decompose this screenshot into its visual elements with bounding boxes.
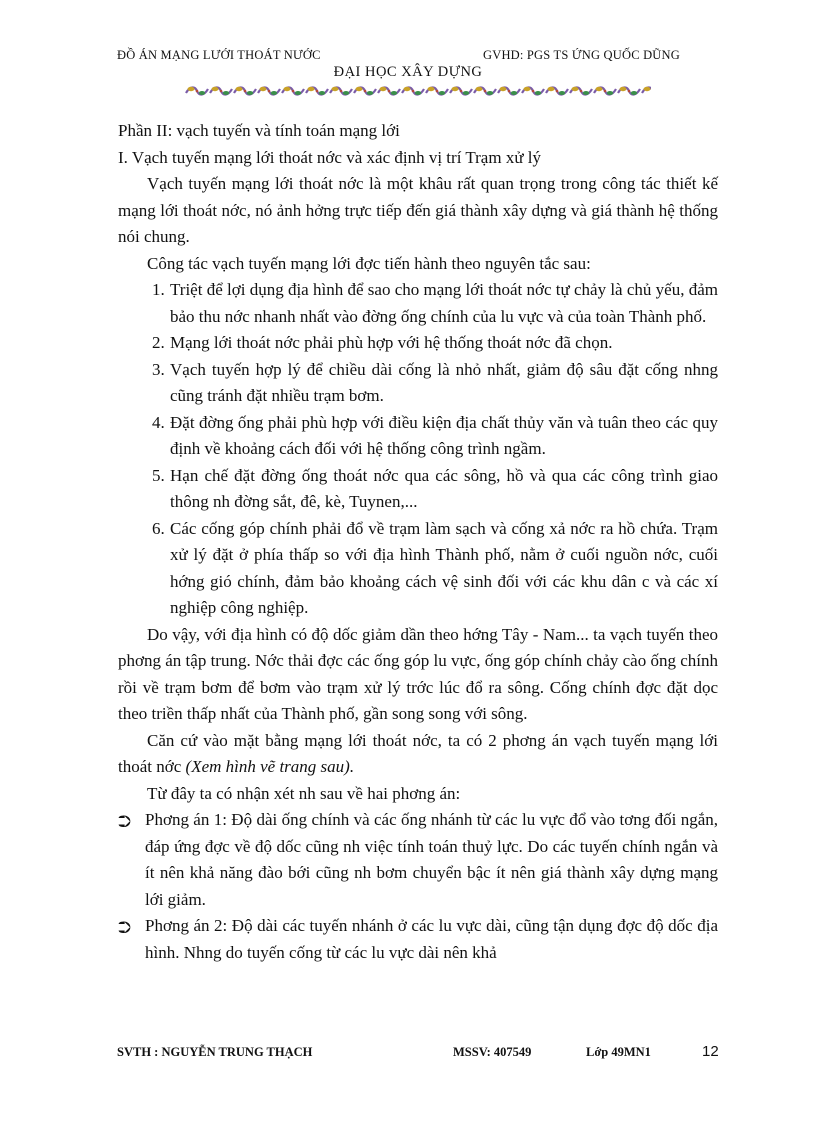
decorative-border-ornament xyxy=(185,84,651,98)
list-item-text: Mạng lới thoát nớc phải phù hợp với hệ thống thoát nớc đã chọn. xyxy=(170,333,613,352)
page-number: 12 xyxy=(702,1043,719,1060)
paragraph-routing: Do vậy, với địa hình có độ dốc giảm dần theo hớng Tây - Nam... ta vạch tuyến theo phơng án tập trung. Nớc thải đợc các ống góp lu vực, ống góp chính chảy cào ống chính rồi về trạm bơm để bơm vào trạm xử lý trớc lúc đổ ra sông. Cống chính đợc đặt dọc theo triền thấp nhất của Thành phố, gần song song với sông. xyxy=(118,624,718,723)
list-item xyxy=(118,807,718,913)
footer-class: Lớp 49MN1 xyxy=(586,1045,651,1059)
arrow-bullet-icon: ⮊ xyxy=(118,812,131,832)
paragraph-intro: Vạch tuyến mạng lới thoát nớc là một khâu rất quan trọng trong công tác thiết kế mạng lới thoát nớc, nó ảnh hởng trực tiếp đến giá thành xây dựng và giá thành hệ thống nói chung. xyxy=(118,174,718,246)
principles-list xyxy=(118,277,718,622)
list-item-text: Phơng án 2: Độ dài các tuyến nhánh ở các lu vực dài, cũng tận dụng đợc độ dốc địa hình. Nhng do tuyến cống từ các lu vực dài nên khả xyxy=(145,916,718,962)
list-item-text: Phơng án 1: Độ dài ống chính và các ống nhánh từ các lu vực đổ vào tơng đối ngắn, đáp ứng đợc về độ dốc cũng nh việc tính toán thuỷ lực. Do các tuyến chính ngắn và ít nên khả năng đào bới cũng nh bơm chuyển bậc ít nên giá thành xây dựng mạng lới giảm. xyxy=(145,810,718,909)
list-item xyxy=(118,913,718,966)
list-item-number: 6. xyxy=(152,518,165,538)
figure-reference: (Xem hình vẽ trang sau). xyxy=(185,757,355,776)
list-item-text: Các cống góp chính phải đổ về trạm làm sạch và cống xả nớc ra hồ chứa. Trạm xử lý đặt ở phía thấp so với địa hình Thành phố, nằm ở cuối nguồn nớc, cuối hớng gió chính, đảm bảo khoảng cách vệ sinh đối với các khu dân c và các xí nghiệp công nghiệp. xyxy=(170,518,718,617)
header-project-title: ĐỒ ÁN MẠNG LƯỚI THOÁT NƯỚC xyxy=(117,48,321,62)
list-item-number: 5. xyxy=(152,465,165,485)
header-advisor: GVHD: PGS TS ỨNG QUỐC DŨNG xyxy=(483,48,680,62)
list-item xyxy=(118,410,718,463)
part-title: Phần II: vạch tuyến và tính toán mạng lới xyxy=(118,121,400,140)
list-item-number: 4. xyxy=(152,412,165,432)
list-item xyxy=(118,357,718,410)
list-item xyxy=(118,463,718,516)
list-item-text: Đặt đờng ống phải phù hợp với điều kiện địa chất thủy văn và tuân theo các quy định về khoảng cách đối với hệ thống công trình ngầm. xyxy=(170,412,718,458)
list-item xyxy=(118,277,718,330)
list-item-text: Vạch tuyến hợp lý để chiều dài cống là nhỏ nhất, giảm độ sâu đặt cống nhng cũng tránh đặt nhiều trạm bơm. xyxy=(170,359,718,405)
footer-student-name: SVTH : NGUYỄN TRUNG THẠCH xyxy=(117,1045,313,1059)
page-body xyxy=(118,118,718,966)
section-title: I. Vạch tuyến mạng lới thoát nớc và xác định vị trí Trạm xử lý xyxy=(118,147,542,167)
paragraph-comparison-lead: Từ đây ta có nhận xét nh sau về hai phơng án: xyxy=(147,783,461,803)
footer-student-id: MSSV: 407549 xyxy=(453,1045,532,1059)
arrow-bullet-icon: ⮊ xyxy=(118,918,131,938)
comparison-list xyxy=(118,807,718,966)
paragraph-principles-lead: Công tác vạch tuyến mạng lới đợc tiến hành theo nguyên tắc sau: xyxy=(147,253,591,273)
list-item xyxy=(118,330,718,357)
list-item xyxy=(118,516,718,622)
list-item-number: 1. xyxy=(152,280,165,299)
paragraph-options xyxy=(118,728,718,781)
list-item-text: Triệt để lợi dụng địa hình để sao cho mạng lới thoát nớc tự chảy là chủ yếu, đảm bảo thu nớc nhanh nhất vào đờng ống chính của lu vực và của toàn Thành phố. xyxy=(170,280,718,326)
list-item-number: 3. xyxy=(152,359,165,379)
paragraph-options-text: Căn cứ vào mặt bằng mạng lới thoát nớc, ta có 2 phơng án vạch tuyến mạng lới thoát nớc xyxy=(118,730,718,776)
header-university: ĐẠI HỌC XÂY DỰNG xyxy=(333,64,483,80)
list-item-text: Hạn chế đặt đờng ống thoát nớc qua các sông, hồ và qua các công trình giao thông nh đờng sắt, đê, kè, Tuynen,... xyxy=(170,465,718,511)
list-item-number: 2. xyxy=(152,333,165,352)
